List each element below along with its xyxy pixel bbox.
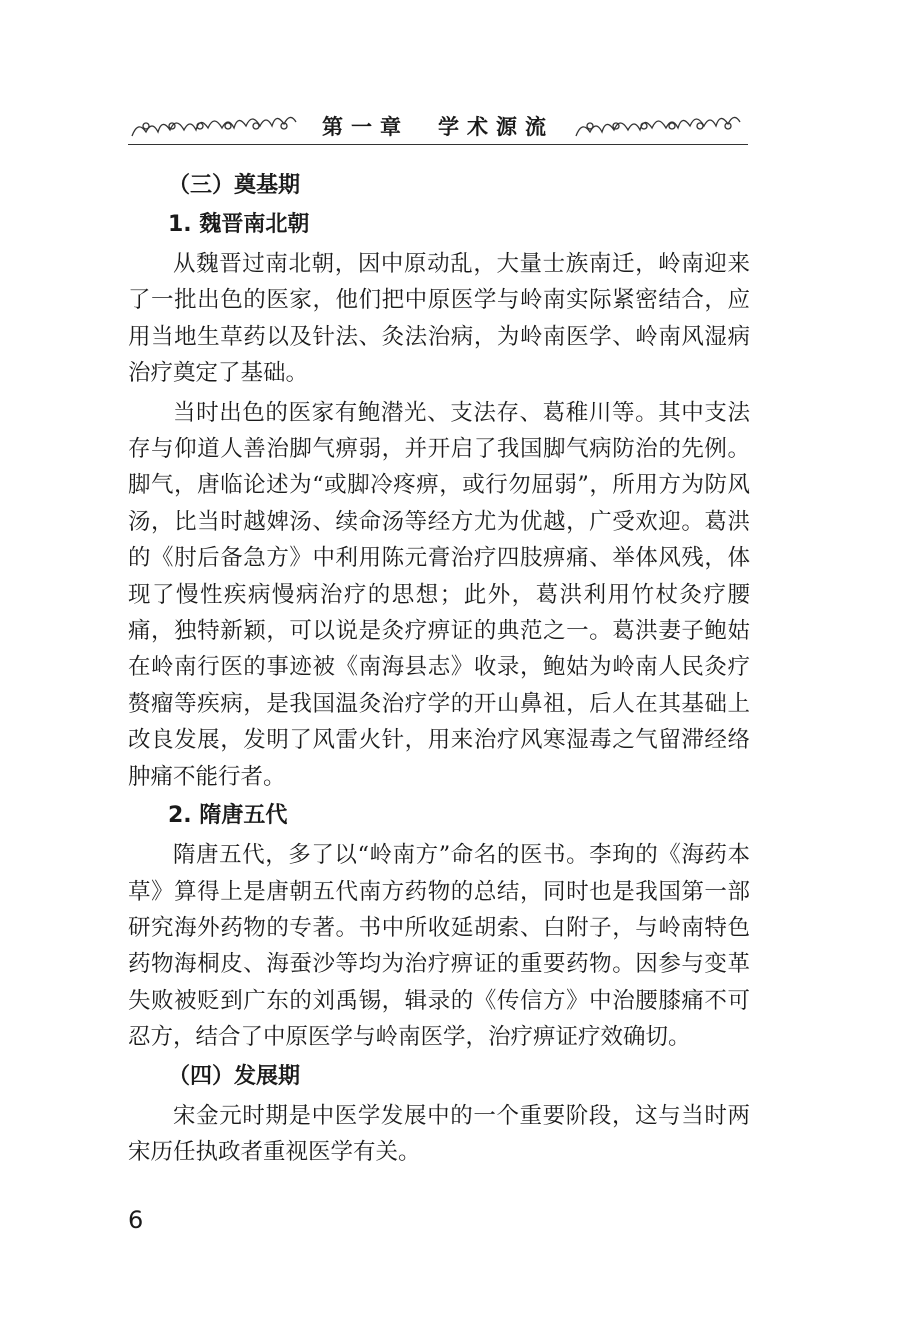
- page-number: 6: [128, 1206, 144, 1234]
- section-heading: （四）发展期: [168, 1063, 301, 1089]
- paragraph: 当时出色的医家有鲍潜光、支法存、葛稚川等。其中支法存与仰道人善治脚气痹弱，并开启了我国脚气病防治的先例。脚气，唐临论述为“或脚冷疼痹，或行勿屈弱”，所用方为防风汤，比当时越婢汤、续命汤等经方尤为优越，广受欢迎。葛洪的《肘后备急方》中利用陈元膏治疗四肢痹痛、举体风残，体现了慢性疾病慢病治疗的思想；此外，葛洪利用竹杖灸疗腰痛，独特新颖，可以说是灸疗痹证的典范之一。葛洪妻子鲍姑在岭南行医的事迹被《南海县志》收录，鲍姑为岭南人民灸疗赘瘤等疾病，是我国温灸治疗学的开山鼻祖，后人在其基础上改良发展，发明了风雷火针，用来治疗风寒湿毒之气留滞经络肿痛不能行者。: [128, 399, 750, 790]
- paragraph: 从魏晋过南北朝，因中原动乱，大量士族南迁，岭南迎来了一批出色的医家，他们把中原医学与岭南实际紧密结合，应用当地生草药以及针法、灸法治病，为岭南医学、岭南风湿病治疗奠定了基础。: [128, 251, 750, 387]
- paragraph: 隋唐五代，多了以“岭南方”命名的医书。李珣的《海药本草》算得上是唐朝五代南方药物的总结，同时也是我国第一部研究海外药物的专著。书中所收延胡索、白附子，与岭南特色药物海桐皮、海蚕沙等均为治疗痹证的重要药物。因参与变革失败被贬到广东的刘禹锡，辑录的《传信方》中治腰膝痛不可忍方，结合了中原医学与岭南医学，治疗痹证疗效确切。: [128, 842, 750, 1051]
- cloud-pattern-icon: [572, 114, 748, 140]
- section-heading: （三）奠基期: [168, 173, 301, 198]
- page-body: [128, 168, 750, 1173]
- paragraph: 宋金元时期是中医学发展中的一个重要阶段，这与当时两宋历任执政者重视医学有关。: [128, 1102, 750, 1165]
- running-header: [128, 108, 748, 146]
- chapter-title: 第一章 学术源流: [322, 115, 554, 139]
- subsection-heading: 1. 魏晋南北朝: [168, 212, 310, 237]
- subsection-heading: 2. 隋唐五代: [168, 803, 288, 829]
- header-rule: [128, 144, 748, 145]
